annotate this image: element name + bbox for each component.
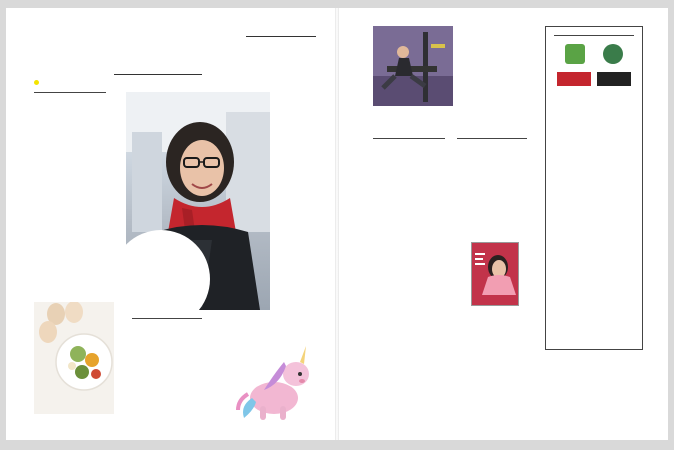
- gym-illustration: [373, 26, 453, 106]
- toc-entry: [457, 151, 527, 159]
- cover-marker: [34, 80, 39, 85]
- gym-promo: [459, 28, 523, 29]
- food-illustration: [34, 302, 114, 414]
- exercise-rule: [457, 138, 527, 139]
- colophon-rule: [554, 35, 634, 36]
- journalism-logos: [546, 72, 642, 86]
- exercise-section: [457, 136, 527, 161]
- toc-entry-head: [373, 140, 445, 148]
- toc-entry-head: [132, 331, 202, 339]
- spirituality-promo: [211, 310, 273, 312]
- pefc-icon: [565, 44, 585, 64]
- eggs-food-photo: [34, 302, 114, 414]
- toc-entry: [34, 105, 106, 113]
- toc-entry: [34, 94, 106, 102]
- toc-entry-head: [34, 115, 106, 123]
- left-page: [6, 8, 337, 440]
- always-item: [246, 51, 316, 57]
- toc-entry: [373, 161, 445, 169]
- title-highlight: [112, 60, 227, 68]
- toc-entry: [457, 140, 527, 148]
- toc-entry-head: [34, 126, 106, 134]
- colophon-box: [545, 26, 643, 350]
- always-heading: [246, 34, 316, 37]
- swan-ecolabel-icon: [603, 44, 623, 64]
- health-rule: [34, 92, 106, 93]
- yellow-dot-icon: [34, 80, 39, 85]
- title-underline: [114, 74, 202, 75]
- toc-entry-head: [373, 151, 445, 159]
- toc-entry: [373, 140, 445, 148]
- toc-entry: [132, 331, 202, 339]
- emotions-entries: [373, 140, 445, 191]
- toc-entry-head: [373, 161, 445, 169]
- toc-entry: [373, 151, 445, 159]
- magazine-cover-thumbnail: [471, 242, 519, 306]
- responsible-journalism-icon: [597, 72, 631, 86]
- certification-logos: [546, 44, 642, 64]
- toc-entry: [34, 136, 106, 144]
- toc-entry-head: [373, 172, 445, 180]
- unicorn-toy-photo: [234, 344, 324, 424]
- toc-entry-head: [457, 140, 527, 148]
- right-page: [339, 8, 668, 440]
- toc-entry: [373, 172, 445, 180]
- cover-thumb-portrait: [472, 245, 518, 295]
- magazine-spread: [6, 8, 668, 440]
- journalism-guidelines-icon: [557, 72, 591, 86]
- exercise-entries: [457, 140, 527, 159]
- health-entries: [34, 94, 106, 145]
- always-included-box: [246, 34, 316, 57]
- toc-entry-head: [34, 94, 106, 102]
- always-list: [246, 39, 316, 57]
- toc-entry: [373, 182, 445, 190]
- toc-entry: [34, 126, 106, 134]
- food-entries: [132, 320, 202, 339]
- food-rule: [132, 318, 202, 319]
- legal-block: [373, 380, 643, 398]
- food-section: [132, 316, 202, 341]
- emotions-rule: [373, 138, 445, 139]
- toc-entry: [132, 320, 202, 328]
- gym-photo: [373, 26, 453, 106]
- unicorn-icon: [234, 344, 324, 424]
- quote-bubble: [112, 230, 210, 328]
- toc-entry-head: [457, 151, 527, 159]
- toc-entry-head: [132, 320, 202, 328]
- emotions-section: [373, 136, 445, 193]
- toc-entry-head: [373, 182, 445, 190]
- health-section: [34, 90, 106, 147]
- toc-entry: [34, 115, 106, 123]
- toc-entry-head: [34, 105, 106, 113]
- toc-entry-head: [34, 136, 106, 144]
